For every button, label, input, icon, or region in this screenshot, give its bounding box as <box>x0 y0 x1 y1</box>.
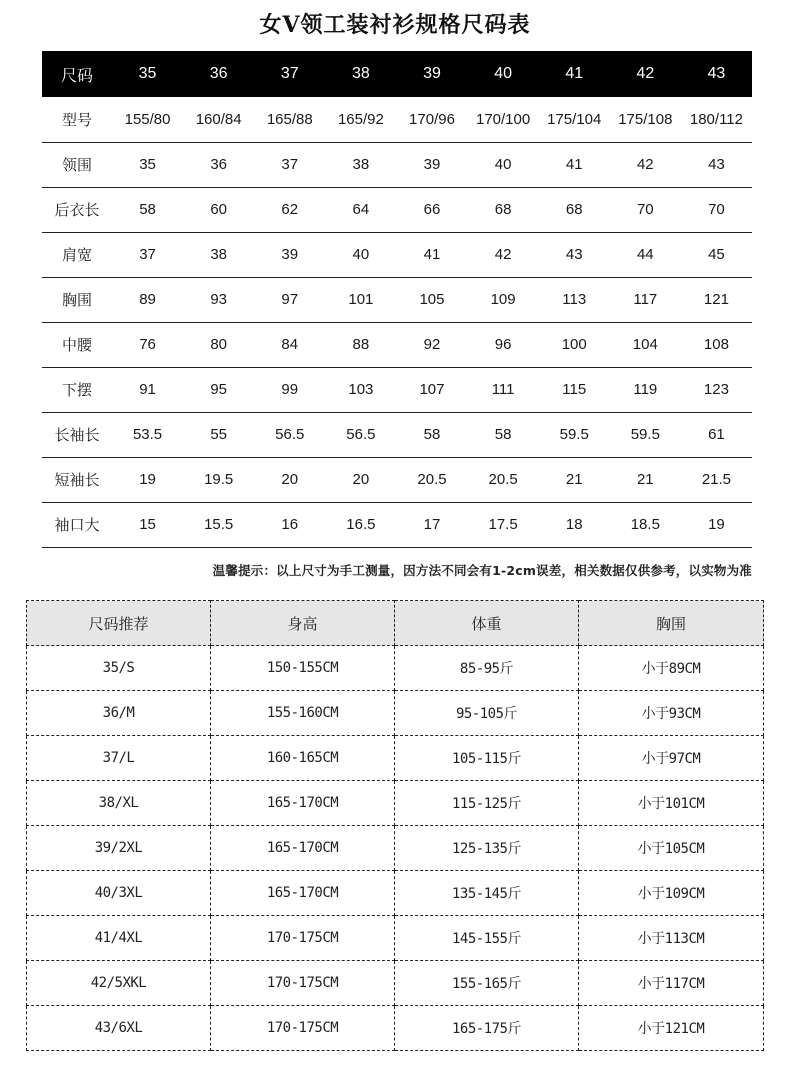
rec-cell-weight: 125-135斤 <box>395 826 579 871</box>
spec-cell: 56.5 <box>325 412 396 457</box>
rec-header-weight: 体重 <box>395 601 579 646</box>
spec-row-label: 袖口大 <box>42 502 112 547</box>
spec-cell: 92 <box>396 322 467 367</box>
spec-cell: 37 <box>112 232 183 277</box>
spec-cell: 123 <box>681 367 752 412</box>
rec-cell-size: 38/XL <box>27 781 211 826</box>
rec-row <box>27 916 764 961</box>
spec-cell: 41 <box>539 142 610 187</box>
rec-row <box>27 736 764 781</box>
spec-cell: 111 <box>468 367 539 412</box>
spec-cell: 68 <box>539 187 610 232</box>
rec-cell-chest: 小于97CM <box>579 736 764 781</box>
spec-cell: 59.5 <box>539 412 610 457</box>
rec-cell-chest: 小于117CM <box>579 961 764 1006</box>
rec-cell-height: 165-170CM <box>211 826 395 871</box>
rec-cell-chest: 小于109CM <box>579 871 764 916</box>
spec-cell: 53.5 <box>112 412 183 457</box>
spec-row <box>42 142 752 187</box>
spec-cell: 103 <box>325 367 396 412</box>
spec-cell: 17 <box>396 502 467 547</box>
rec-cell-weight: 105-115斤 <box>395 736 579 781</box>
rec-row <box>27 1006 764 1051</box>
spec-row <box>42 457 752 502</box>
spec-row-label: 胸围 <box>42 277 112 322</box>
rec-cell-height: 160-165CM <box>211 736 395 781</box>
spec-cell: 19 <box>112 457 183 502</box>
spec-cell: 70 <box>681 187 752 232</box>
spec-cell: 39 <box>396 142 467 187</box>
spec-cell: 108 <box>681 322 752 367</box>
rec-row <box>27 961 764 1006</box>
spec-row-label: 短袖长 <box>42 457 112 502</box>
rec-cell-size: 37/L <box>27 736 211 781</box>
spec-cell: 80 <box>183 322 254 367</box>
spec-cell: 91 <box>112 367 183 412</box>
rec-cell-size: 43/6XL <box>27 1006 211 1051</box>
spec-cell: 41 <box>396 232 467 277</box>
rec-cell-height: 170-175CM <box>211 961 395 1006</box>
rec-cell-size: 42/5XKL <box>27 961 211 1006</box>
rec-cell-height: 170-175CM <box>211 1006 395 1051</box>
rec-cell-chest: 小于121CM <box>579 1006 764 1051</box>
rec-header-chest: 胸围 <box>579 601 764 646</box>
spec-cell: 40 <box>325 232 396 277</box>
spec-header-label: 尺码 <box>42 51 112 97</box>
spec-cell: 160/84 <box>183 97 254 142</box>
spec-header-size: 40 <box>468 51 539 97</box>
rec-cell-height: 155-160CM <box>211 691 395 736</box>
spec-cell: 170/100 <box>468 97 539 142</box>
rec-cell-weight: 155-165斤 <box>395 961 579 1006</box>
rec-cell-size: 39/2XL <box>27 826 211 871</box>
spec-row-label: 长袖长 <box>42 412 112 457</box>
spec-row <box>42 97 752 142</box>
spec-cell: 19 <box>681 502 752 547</box>
spec-cell: 58 <box>112 187 183 232</box>
spec-cell: 19.5 <box>183 457 254 502</box>
spec-cell: 107 <box>396 367 467 412</box>
rec-header-row <box>27 601 764 646</box>
spec-cell: 68 <box>468 187 539 232</box>
spec-cell: 119 <box>610 367 681 412</box>
rec-cell-chest: 小于89CM <box>579 646 764 691</box>
rec-cell-size: 36/M <box>27 691 211 736</box>
spec-cell: 99 <box>254 367 325 412</box>
spec-cell: 21.5 <box>681 457 752 502</box>
spec-cell: 100 <box>539 322 610 367</box>
spec-row-label: 型号 <box>42 97 112 142</box>
rec-header-size: 尺码推荐 <box>27 601 211 646</box>
rec-cell-size: 40/3XL <box>27 871 211 916</box>
spec-cell: 88 <box>325 322 396 367</box>
rec-cell-chest: 小于105CM <box>579 826 764 871</box>
rec-row <box>27 781 764 826</box>
spec-cell: 66 <box>396 187 467 232</box>
rec-cell-height: 150-155CM <box>211 646 395 691</box>
spec-cell: 15 <box>112 502 183 547</box>
size-spec-table <box>42 51 752 548</box>
spec-header-row <box>42 51 752 97</box>
spec-cell: 76 <box>112 322 183 367</box>
spec-cell: 115 <box>539 367 610 412</box>
spec-cell: 20.5 <box>468 457 539 502</box>
rec-row <box>27 826 764 871</box>
spec-cell: 43 <box>681 142 752 187</box>
spec-header-size: 35 <box>112 51 183 97</box>
rec-cell-chest: 小于93CM <box>579 691 764 736</box>
spec-cell: 15.5 <box>183 502 254 547</box>
rec-cell-size: 41/4XL <box>27 916 211 961</box>
spec-cell: 35 <box>112 142 183 187</box>
spec-cell: 44 <box>610 232 681 277</box>
rec-row <box>27 871 764 916</box>
spec-cell: 21 <box>610 457 681 502</box>
spec-row <box>42 322 752 367</box>
rec-cell-height: 165-170CM <box>211 781 395 826</box>
spec-cell: 121 <box>681 277 752 322</box>
spec-cell: 58 <box>396 412 467 457</box>
spec-cell: 55 <box>183 412 254 457</box>
spec-cell: 60 <box>183 187 254 232</box>
spec-row <box>42 232 752 277</box>
spec-cell: 43 <box>539 232 610 277</box>
spec-row-label: 领围 <box>42 142 112 187</box>
spec-row-label: 下摆 <box>42 367 112 412</box>
spec-cell: 61 <box>681 412 752 457</box>
spec-header-size: 39 <box>396 51 467 97</box>
spec-cell: 21 <box>539 457 610 502</box>
spec-header-size: 42 <box>610 51 681 97</box>
spec-cell: 18.5 <box>610 502 681 547</box>
spec-cell: 97 <box>254 277 325 322</box>
spec-cell: 58 <box>468 412 539 457</box>
spec-cell: 175/108 <box>610 97 681 142</box>
spec-cell: 20.5 <box>396 457 467 502</box>
spec-cell: 165/92 <box>325 97 396 142</box>
spec-cell: 117 <box>610 277 681 322</box>
spec-cell: 45 <box>681 232 752 277</box>
spec-row <box>42 367 752 412</box>
spec-row-label: 肩宽 <box>42 232 112 277</box>
spec-cell: 17.5 <box>468 502 539 547</box>
spec-cell: 64 <box>325 187 396 232</box>
rec-cell-height: 170-175CM <box>211 916 395 961</box>
rec-cell-weight: 135-145斤 <box>395 871 579 916</box>
rec-cell-height: 165-170CM <box>211 871 395 916</box>
spec-cell: 16 <box>254 502 325 547</box>
spec-cell: 180/112 <box>681 97 752 142</box>
spec-cell: 89 <box>112 277 183 322</box>
rec-cell-weight: 115-125斤 <box>395 781 579 826</box>
spec-cell: 38 <box>183 232 254 277</box>
spec-cell: 155/80 <box>112 97 183 142</box>
measurement-note: 温馨提示：以上尺寸为手工测量，因方法不同会有1-2cm误差，相关数据仅供参考，以实物为准 <box>212 563 752 578</box>
spec-row <box>42 502 752 547</box>
spec-header-size: 41 <box>539 51 610 97</box>
spec-cell: 40 <box>468 142 539 187</box>
spec-cell: 84 <box>254 322 325 367</box>
rec-cell-weight: 85-95斤 <box>395 646 579 691</box>
size-recommendation-table <box>26 600 764 1051</box>
spec-cell: 42 <box>468 232 539 277</box>
spec-cell: 42 <box>610 142 681 187</box>
spec-cell: 175/104 <box>539 97 610 142</box>
spec-cell: 59.5 <box>610 412 681 457</box>
rec-row <box>27 691 764 736</box>
rec-cell-weight: 145-155斤 <box>395 916 579 961</box>
rec-cell-chest: 小于113CM <box>579 916 764 961</box>
rec-row <box>27 646 764 691</box>
spec-cell: 20 <box>254 457 325 502</box>
spec-cell: 20 <box>325 457 396 502</box>
spec-cell: 38 <box>325 142 396 187</box>
spec-cell: 96 <box>468 322 539 367</box>
spec-cell: 36 <box>183 142 254 187</box>
rec-cell-size: 35/S <box>27 646 211 691</box>
spec-header-size: 36 <box>183 51 254 97</box>
spec-cell: 95 <box>183 367 254 412</box>
spec-row <box>42 277 752 322</box>
rec-cell-chest: 小于101CM <box>579 781 764 826</box>
spec-row-label: 后衣长 <box>42 187 112 232</box>
spec-row <box>42 187 752 232</box>
spec-cell: 113 <box>539 277 610 322</box>
spec-cell: 70 <box>610 187 681 232</box>
spec-cell: 104 <box>610 322 681 367</box>
spec-cell: 101 <box>325 277 396 322</box>
spec-cell: 39 <box>254 232 325 277</box>
spec-header-size: 37 <box>254 51 325 97</box>
spec-cell: 37 <box>254 142 325 187</box>
page-title: 女V领工装衬衫规格尺码表 <box>259 12 531 38</box>
spec-row-label: 中腰 <box>42 322 112 367</box>
spec-cell: 109 <box>468 277 539 322</box>
spec-header-size: 38 <box>325 51 396 97</box>
spec-row <box>42 412 752 457</box>
spec-cell: 165/88 <box>254 97 325 142</box>
rec-cell-weight: 95-105斤 <box>395 691 579 736</box>
spec-cell: 93 <box>183 277 254 322</box>
rec-cell-weight: 165-175斤 <box>395 1006 579 1051</box>
spec-header-size: 43 <box>681 51 752 97</box>
spec-cell: 170/96 <box>396 97 467 142</box>
spec-cell: 18 <box>539 502 610 547</box>
spec-cell: 16.5 <box>325 502 396 547</box>
spec-cell: 62 <box>254 187 325 232</box>
rec-header-height: 身高 <box>211 601 395 646</box>
spec-cell: 105 <box>396 277 467 322</box>
spec-cell: 56.5 <box>254 412 325 457</box>
